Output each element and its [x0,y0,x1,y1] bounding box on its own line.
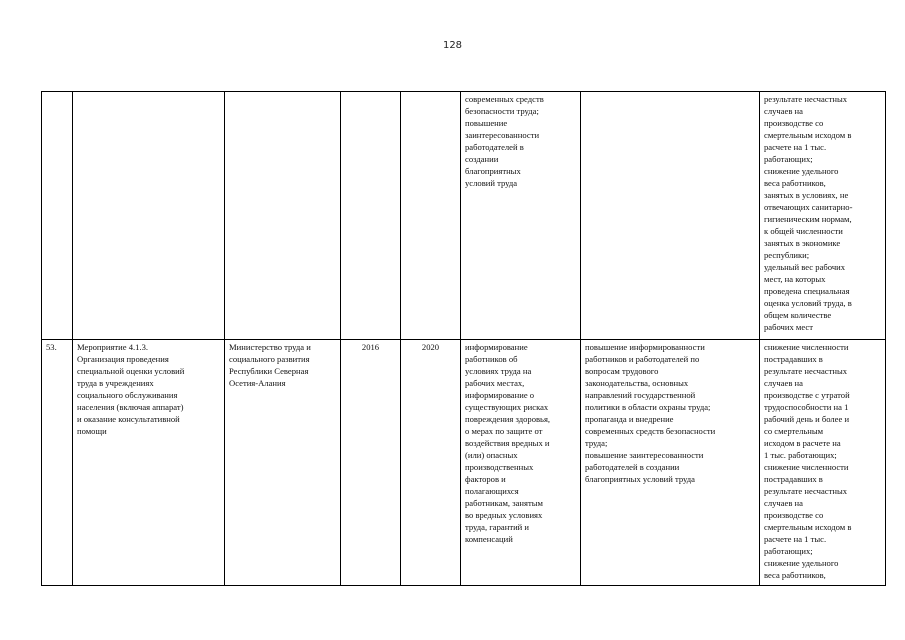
cell-indicators: снижение численности пострадавших в результате несчастных случаев на производстве с утратой трудоспособности на 1 рабочий день и более и со смертельным исходом в расчете на 1 тыс. работающих; снижение численности пострадавших в результате несчастных случаев на производстве со смертельным исходом в расчете на 1 тыс. работающих; снижение удельного веса работников, [760,340,886,586]
cell-directions: современных средств безопасности труда; повышение заинтересованности работодателей в создании благоприятных условий труда [461,92,581,340]
page-number: 128 [442,40,463,51]
cell-executor [225,92,341,340]
program-activities-table [41,91,886,586]
cell-activity-name: Мероприятие 4.1.3. Организация проведения специальной оценки условий труда в учреждениях социального обслуживания населения (включая аппарат) и оказание консультативной помощи [73,340,225,586]
cell-indicators: результате несчастных случаев на производстве со смертельным исходом в расчете на 1 тыс. работающих; снижение удельного веса работников, занятых в условиях, не отвечающих санитарно- гигиеническим нормам, к общей численности занятых в экономике республики; удельный вес рабочих мест, на которых проведена специальная оценка условий труда, в общем количестве рабочих мест [760,92,886,340]
cell-executor: Министерство труда и социального развития Республики Северная Осетия-Алания [225,340,341,586]
table-row [42,92,886,340]
cell-activity-name [73,92,225,340]
cell-number: 53. [42,340,73,586]
cell-start-year: 2016 [341,340,401,586]
cell-start-year [341,92,401,340]
cell-end-year [401,92,461,340]
cell-number [42,92,73,340]
cell-end-year: 2020 [401,340,461,586]
cell-expected-results [581,92,760,340]
cell-directions: информирование работников об условиях труда на рабочих местах, информирование о существующих рисках повреждения здоровья, о мерах по защите от воздействия вредных и (или) опасных производственных факторов и полагающихся работникам, занятым во вредных условиях труда, гарантий и компенсаций [461,340,581,586]
table-row [42,340,886,586]
cell-expected-results: повышение информированности работников и работодателей по вопросам трудового законодательства, основных направлений государственной политики в области охраны труда; пропаганда и внедрение современных средств безопасности труда; повышение заинтересованности работодателей в создании благоприятных условий труда [581,340,760,586]
